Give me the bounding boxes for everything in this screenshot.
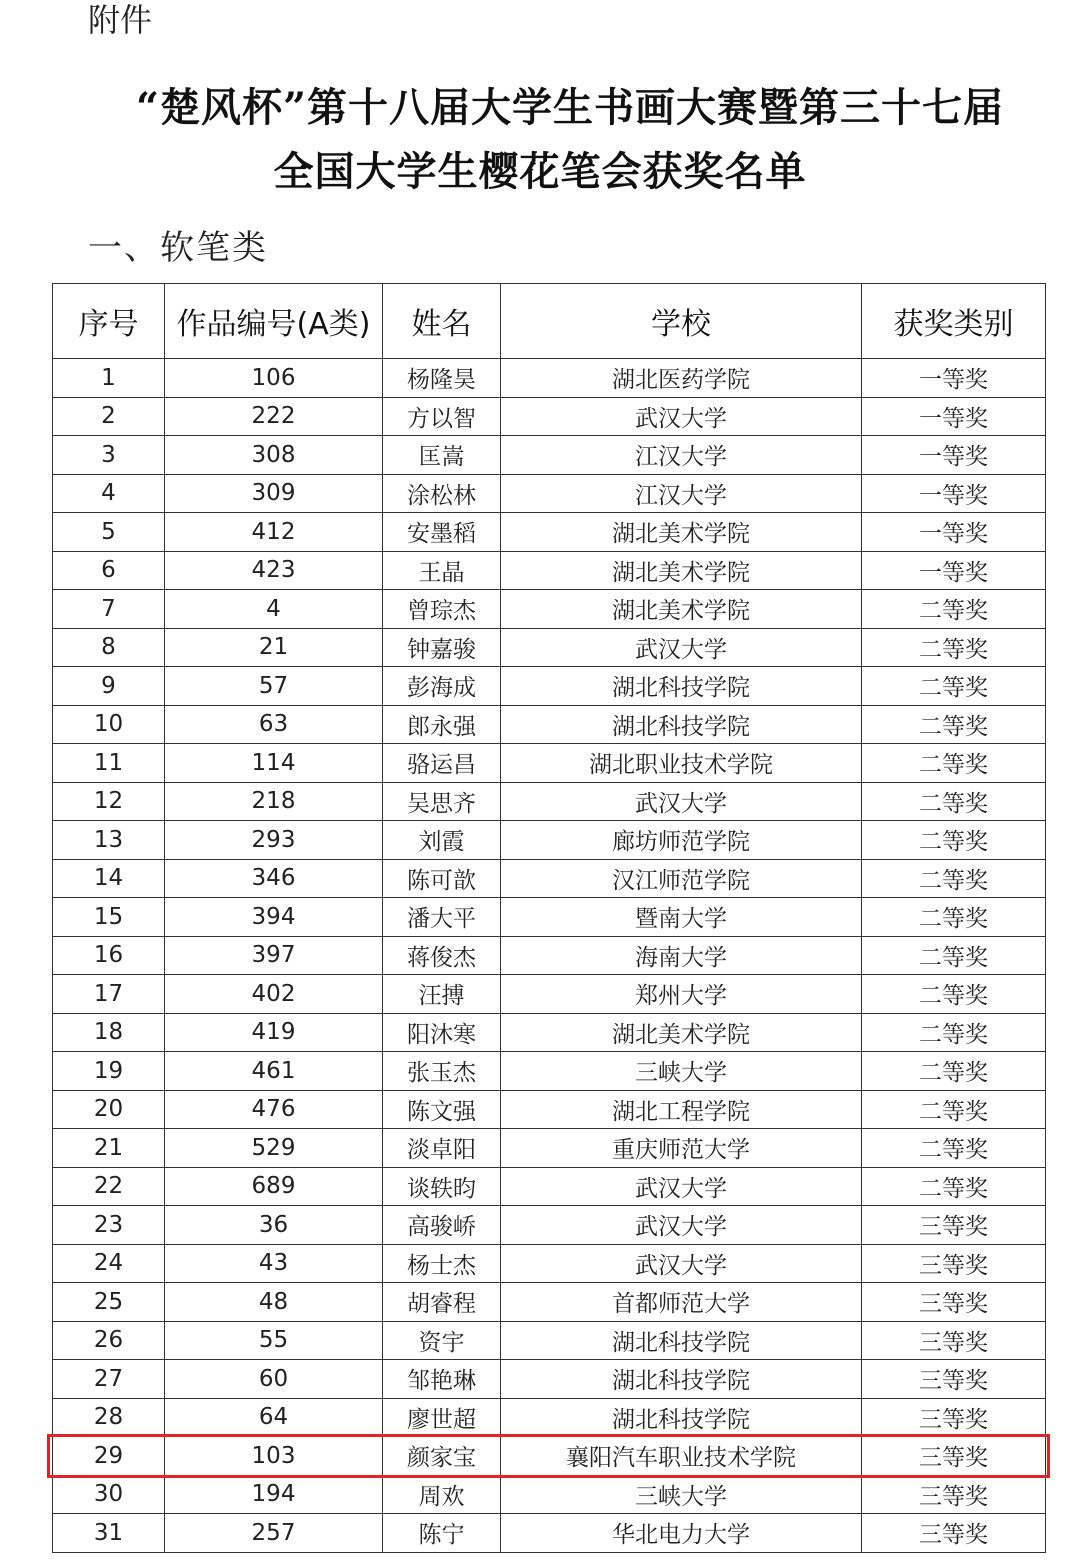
cell-work-number: 308 xyxy=(165,436,383,475)
cell-index: 27 xyxy=(53,1360,165,1399)
table-row xyxy=(53,859,1046,898)
cell-school: 郑州大学 xyxy=(501,975,862,1014)
cell-index: 9 xyxy=(53,667,165,706)
cell-award: 二等奖 xyxy=(862,1052,1046,1091)
cell-name: 资宇 xyxy=(383,1321,501,1360)
cell-school: 廊坊师范学院 xyxy=(501,821,862,860)
cell-name: 潘大平 xyxy=(383,898,501,937)
cell-work-number: 103 xyxy=(165,1437,383,1476)
table-row xyxy=(53,744,1046,783)
cell-index: 21 xyxy=(53,1129,165,1168)
table-row xyxy=(53,1052,1046,1091)
table-row xyxy=(53,1090,1046,1129)
cell-name: 谈轶昀 xyxy=(383,1167,501,1206)
cell-award: 三等奖 xyxy=(862,1244,1046,1283)
cell-index: 3 xyxy=(53,436,165,475)
table-row xyxy=(53,1244,1046,1283)
cell-index: 7 xyxy=(53,590,165,629)
cell-index: 11 xyxy=(53,744,165,783)
cell-index: 28 xyxy=(53,1398,165,1437)
table-row xyxy=(53,359,1046,398)
cell-name: 涂松林 xyxy=(383,474,501,513)
cell-school: 武汉大学 xyxy=(501,1244,862,1283)
cell-award: 二等奖 xyxy=(862,936,1046,975)
cell-award: 二等奖 xyxy=(862,1167,1046,1206)
cell-work-number: 346 xyxy=(165,859,383,898)
table-row xyxy=(53,1360,1046,1399)
cell-award: 一等奖 xyxy=(862,474,1046,513)
cell-index: 12 xyxy=(53,782,165,821)
cell-award: 二等奖 xyxy=(862,628,1046,667)
cell-name: 邹艳琳 xyxy=(383,1360,501,1399)
cell-work-number: 309 xyxy=(165,474,383,513)
cell-school: 襄阳汽车职业技术学院 xyxy=(501,1437,862,1476)
cell-award: 二等奖 xyxy=(862,859,1046,898)
table-row xyxy=(53,936,1046,975)
column-header-name: 姓名 xyxy=(383,284,501,359)
cell-name: 曾琮杰 xyxy=(383,590,501,629)
table-row xyxy=(53,551,1046,590)
cell-award: 一等奖 xyxy=(862,513,1046,552)
table-row xyxy=(53,1206,1046,1245)
cell-work-number: 114 xyxy=(165,744,383,783)
cell-index: 24 xyxy=(53,1244,165,1283)
cell-index: 2 xyxy=(53,397,165,436)
cell-school: 湖北科技学院 xyxy=(501,1321,862,1360)
cell-index: 22 xyxy=(53,1167,165,1206)
table-row xyxy=(53,474,1046,513)
cell-index: 19 xyxy=(53,1052,165,1091)
cell-work-number: 218 xyxy=(165,782,383,821)
cell-award: 一等奖 xyxy=(862,359,1046,398)
cell-index: 1 xyxy=(53,359,165,398)
cell-school: 湖北职业技术学院 xyxy=(501,744,862,783)
table-body xyxy=(53,359,1046,1553)
cell-award: 三等奖 xyxy=(862,1206,1046,1245)
cell-award: 二等奖 xyxy=(862,590,1046,629)
cell-name: 安墨稻 xyxy=(383,513,501,552)
cell-award: 三等奖 xyxy=(862,1437,1046,1476)
cell-school: 武汉大学 xyxy=(501,397,862,436)
cell-name: 吴思齐 xyxy=(383,782,501,821)
cell-work-number: 48 xyxy=(165,1283,383,1322)
cell-index: 26 xyxy=(53,1321,165,1360)
cell-award: 一等奖 xyxy=(862,397,1046,436)
column-header-work-number: 作品编号(A类) xyxy=(165,284,383,359)
cell-award: 三等奖 xyxy=(862,1514,1046,1553)
table-row xyxy=(53,628,1046,667)
cell-work-number: 689 xyxy=(165,1167,383,1206)
cell-award: 三等奖 xyxy=(862,1321,1046,1360)
awards-table xyxy=(52,283,1046,1553)
cell-award: 二等奖 xyxy=(862,821,1046,860)
cell-school: 湖北美术学院 xyxy=(501,513,862,552)
cell-name: 阳沐寒 xyxy=(383,1013,501,1052)
cell-name: 杨隆昊 xyxy=(383,359,501,398)
cell-award: 一等奖 xyxy=(862,551,1046,590)
attachment-label: 附件 xyxy=(88,1,153,39)
cell-name: 郎永强 xyxy=(383,705,501,744)
cell-index: 5 xyxy=(53,513,165,552)
cell-index: 18 xyxy=(53,1013,165,1052)
cell-index: 15 xyxy=(53,898,165,937)
cell-award: 一等奖 xyxy=(862,436,1046,475)
cell-school: 三峡大学 xyxy=(501,1052,862,1091)
cell-work-number: 4 xyxy=(165,590,383,629)
table-row xyxy=(53,513,1046,552)
cell-index: 29 xyxy=(53,1437,165,1476)
table-row xyxy=(53,1283,1046,1322)
cell-index: 14 xyxy=(53,859,165,898)
cell-school: 湖北美术学院 xyxy=(501,590,862,629)
cell-school: 湖北科技学院 xyxy=(501,667,862,706)
cell-name: 刘霞 xyxy=(383,821,501,860)
cell-school: 武汉大学 xyxy=(501,782,862,821)
cell-work-number: 419 xyxy=(165,1013,383,1052)
cell-school: 江汉大学 xyxy=(501,474,862,513)
cell-name: 杨士杰 xyxy=(383,1244,501,1283)
cell-school: 湖北科技学院 xyxy=(501,705,862,744)
cell-name: 汪搏 xyxy=(383,975,501,1014)
cell-school: 首都师范大学 xyxy=(501,1283,862,1322)
cell-work-number: 64 xyxy=(165,1398,383,1437)
cell-work-number: 36 xyxy=(165,1206,383,1245)
cell-school: 湖北科技学院 xyxy=(501,1360,862,1399)
cell-school: 湖北工程学院 xyxy=(501,1090,862,1129)
cell-work-number: 43 xyxy=(165,1244,383,1283)
cell-work-number: 402 xyxy=(165,975,383,1014)
cell-index: 31 xyxy=(53,1514,165,1553)
cell-school: 三峡大学 xyxy=(501,1475,862,1514)
cell-award: 三等奖 xyxy=(862,1360,1046,1399)
table-row xyxy=(53,821,1046,860)
cell-award: 二等奖 xyxy=(862,744,1046,783)
cell-work-number: 60 xyxy=(165,1360,383,1399)
cell-name: 廖世超 xyxy=(383,1398,501,1437)
cell-index: 30 xyxy=(53,1475,165,1514)
table-row xyxy=(53,590,1046,629)
table-row xyxy=(53,436,1046,475)
cell-award: 二等奖 xyxy=(862,975,1046,1014)
cell-award: 二等奖 xyxy=(862,705,1046,744)
cell-name: 王晶 xyxy=(383,551,501,590)
cell-name: 陈宁 xyxy=(383,1514,501,1553)
table-header-row xyxy=(53,284,1046,359)
table-row xyxy=(53,1514,1046,1553)
cell-school: 暨南大学 xyxy=(501,898,862,937)
cell-name: 陈可歆 xyxy=(383,859,501,898)
cell-award: 三等奖 xyxy=(862,1475,1046,1514)
cell-work-number: 106 xyxy=(165,359,383,398)
cell-index: 25 xyxy=(53,1283,165,1322)
column-header-award: 获奖类别 xyxy=(862,284,1046,359)
cell-work-number: 394 xyxy=(165,898,383,937)
cell-work-number: 397 xyxy=(165,936,383,975)
cell-school: 湖北医药学院 xyxy=(501,359,862,398)
column-header-school: 学校 xyxy=(501,284,862,359)
cell-award: 二等奖 xyxy=(862,1129,1046,1168)
table-row xyxy=(53,1013,1046,1052)
cell-work-number: 55 xyxy=(165,1321,383,1360)
table-row xyxy=(53,1129,1046,1168)
cell-name: 骆运昌 xyxy=(383,744,501,783)
section-heading: 一、软笔类 xyxy=(88,228,268,268)
cell-index: 17 xyxy=(53,975,165,1014)
cell-work-number: 194 xyxy=(165,1475,383,1514)
cell-school: 湖北美术学院 xyxy=(501,551,862,590)
cell-name: 胡睿程 xyxy=(383,1283,501,1322)
cell-index: 8 xyxy=(53,628,165,667)
cell-name: 颜家宝 xyxy=(383,1437,501,1476)
cell-award: 三等奖 xyxy=(862,1283,1046,1322)
cell-name: 蒋俊杰 xyxy=(383,936,501,975)
table-row xyxy=(53,705,1046,744)
cell-work-number: 461 xyxy=(165,1052,383,1091)
table-row xyxy=(53,1321,1046,1360)
cell-work-number: 57 xyxy=(165,667,383,706)
cell-work-number: 21 xyxy=(165,628,383,667)
document-title-line1: “楚风杯”第十八届大学生书画大赛暨第三十七届 xyxy=(135,84,1004,131)
cell-work-number: 257 xyxy=(165,1514,383,1553)
document-title-line2: 全国大学生樱花笔会获奖名单 xyxy=(273,148,807,195)
cell-work-number: 529 xyxy=(165,1129,383,1168)
cell-award: 二等奖 xyxy=(862,1013,1046,1052)
table-row xyxy=(53,1167,1046,1206)
cell-name: 匡嵩 xyxy=(383,436,501,475)
table-row xyxy=(53,1475,1046,1514)
cell-index: 4 xyxy=(53,474,165,513)
cell-work-number: 412 xyxy=(165,513,383,552)
cell-award: 三等奖 xyxy=(862,1398,1046,1437)
cell-school: 武汉大学 xyxy=(501,1167,862,1206)
cell-school: 武汉大学 xyxy=(501,628,862,667)
cell-name: 高骏峤 xyxy=(383,1206,501,1245)
cell-work-number: 423 xyxy=(165,551,383,590)
cell-award: 二等奖 xyxy=(862,1090,1046,1129)
cell-index: 16 xyxy=(53,936,165,975)
cell-index: 20 xyxy=(53,1090,165,1129)
cell-school: 海南大学 xyxy=(501,936,862,975)
cell-school: 武汉大学 xyxy=(501,1206,862,1245)
cell-name: 淡卓阳 xyxy=(383,1129,501,1168)
cell-name: 方以智 xyxy=(383,397,501,436)
cell-school: 江汉大学 xyxy=(501,436,862,475)
cell-name: 钟嘉骏 xyxy=(383,628,501,667)
table-row xyxy=(53,1398,1046,1437)
cell-name: 周欢 xyxy=(383,1475,501,1514)
cell-school: 华北电力大学 xyxy=(501,1514,862,1553)
cell-school: 湖北美术学院 xyxy=(501,1013,862,1052)
table-row xyxy=(53,898,1046,937)
cell-award: 二等奖 xyxy=(862,898,1046,937)
cell-work-number: 63 xyxy=(165,705,383,744)
cell-name: 彭海成 xyxy=(383,667,501,706)
table-row xyxy=(53,975,1046,1014)
cell-index: 13 xyxy=(53,821,165,860)
cell-index: 10 xyxy=(53,705,165,744)
cell-school: 湖北科技学院 xyxy=(501,1398,862,1437)
cell-school: 重庆师范大学 xyxy=(501,1129,862,1168)
table-row xyxy=(53,397,1046,436)
cell-name: 张玉杰 xyxy=(383,1052,501,1091)
cell-work-number: 476 xyxy=(165,1090,383,1129)
table-row xyxy=(53,667,1046,706)
cell-work-number: 293 xyxy=(165,821,383,860)
cell-award: 二等奖 xyxy=(862,782,1046,821)
cell-index: 6 xyxy=(53,551,165,590)
cell-school: 汉江师范学院 xyxy=(501,859,862,898)
column-header-index: 序号 xyxy=(53,284,165,359)
cell-name: 陈文强 xyxy=(383,1090,501,1129)
cell-award: 二等奖 xyxy=(862,667,1046,706)
table-row xyxy=(53,782,1046,821)
table-row-highlighted xyxy=(53,1437,1046,1476)
cell-work-number: 222 xyxy=(165,397,383,436)
cell-index: 23 xyxy=(53,1206,165,1245)
